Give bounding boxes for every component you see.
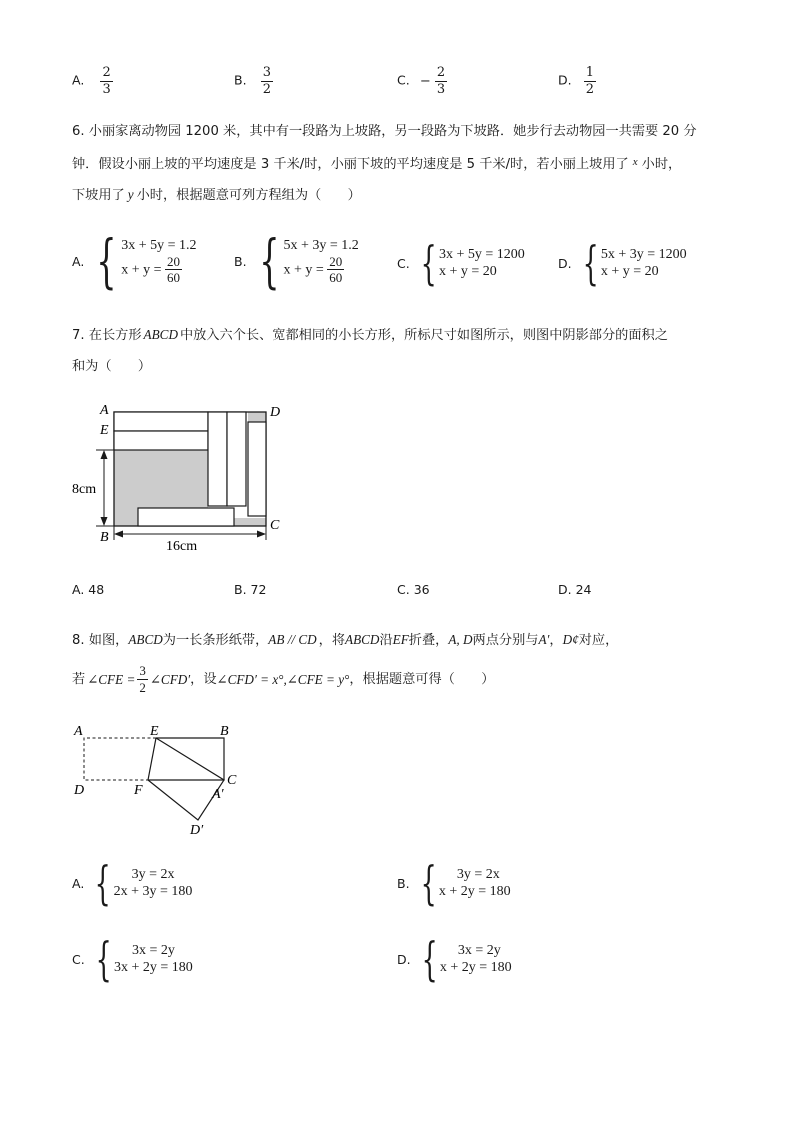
point-label-c: C: [270, 518, 280, 533]
point-label-d-prime: D′: [190, 823, 204, 838]
small-rectangle: [227, 412, 246, 506]
brace: {: [258, 227, 280, 295]
folded-flap: [148, 738, 224, 820]
q7-figure: [66, 398, 298, 558]
width-label: 16cm: [166, 539, 198, 554]
q6-option-d: D. { 5x + 3y = 1200 x + y = 20: [558, 236, 687, 290]
brace: {: [582, 236, 599, 290]
q6-option-c: C. { 3x + 5y = 1200 x + y = 20: [397, 236, 525, 290]
point-label-a: A: [74, 724, 83, 739]
q6-line-3: 下坡用了 y 小时，根据题意可列方程组为（ ）: [72, 187, 361, 203]
shaded-region: [114, 506, 138, 526]
point-label-e: E: [150, 724, 159, 739]
height-label: 8cm: [72, 482, 97, 497]
brace: {: [420, 236, 437, 290]
point-label-d: D: [270, 405, 281, 420]
q5-option-d: D. $\frac{1}{2}$: [558, 65, 595, 97]
q8-line-1: 8. 如图，ABCD为一长条形纸带，AB // CD ，将ABCD沿EF折叠，A, D两点分别与A′，D¢对应，: [72, 632, 619, 648]
brace: {: [95, 932, 112, 986]
q6-line-2: 钟．假设小丽上坡的平均速度是 3 千米/时，小丽下坡的平均速度是 5 千米/时，若小丽上坡用了 $^x$ 小时，: [72, 156, 682, 172]
small-rectangle: [208, 412, 227, 506]
dashed-fold-outline: [84, 738, 156, 780]
fraction: $\frac{1}{2}$: [585, 65, 595, 97]
q7-option-c: C. 36: [397, 582, 430, 597]
q6-option-b: B. { 5x + 3y = 1.2 x + y = $\frac{20}{60}$: [234, 227, 359, 295]
fraction: $\frac{3}{2}$: [262, 65, 271, 97]
q7-line-2: 和为（ ）: [72, 359, 152, 374]
q5-option-a: A. $\frac{2}{3}$: [72, 65, 111, 97]
arrow-up-icon: [101, 450, 108, 459]
brace: {: [421, 932, 438, 986]
small-rectangle: [138, 508, 234, 526]
q8-option-b: B. { 3y = 2x x + 2y = 180: [397, 856, 511, 910]
arrow-down-icon: [101, 517, 108, 526]
q8-option-c: C. { 3x = 2y 3x + 2y = 180: [72, 932, 193, 986]
fraction: $\frac{20}{60}$: [329, 253, 343, 286]
q8-option-a: A. { 3y = 2x 2x + 3y = 180: [72, 856, 193, 910]
point-label-f: F: [134, 783, 143, 798]
fold-line-ef: [148, 738, 156, 780]
point-label-d: D: [74, 783, 85, 798]
q6-option-a: A. { 3x + 5y = 1.2 x + y = $\frac{20}{60}$: [72, 227, 197, 295]
arrow-right-icon: [257, 531, 266, 538]
q6-line-1: 6. 小丽家离动物园 1200 米，其中有一段路为上坡路，另一段路为下坡路．她步行去动物园一共需要 20 分: [72, 124, 697, 139]
q7-option-d: D. 24: [558, 582, 592, 597]
fraction: $\frac{2}{3}$: [102, 65, 111, 97]
q8-figure: [66, 716, 256, 840]
small-rectangle: [248, 422, 266, 516]
q7-option-b: B. 72: [234, 582, 267, 597]
small-rectangle: [114, 412, 208, 431]
point-label-c: C: [227, 773, 237, 788]
fraction: $\frac{20}{60}$: [167, 253, 181, 286]
arrow-left-icon: [114, 531, 123, 538]
fraction: $\frac{2}{3}$: [436, 65, 446, 97]
brace: {: [96, 227, 117, 295]
point-label-a-prime: A′: [212, 787, 224, 802]
point-label-b: B: [100, 530, 109, 545]
brace: {: [94, 856, 112, 910]
point-label-e: E: [100, 423, 109, 438]
shaded-region: [234, 518, 266, 526]
point-label-b: B: [220, 724, 229, 739]
small-rectangle: [114, 431, 208, 450]
shaded-region: [248, 412, 266, 422]
point-label-a: A: [100, 403, 109, 418]
q5-option-c: C. − $\frac{2}{3}$: [397, 65, 446, 97]
q7-option-a: A. 48: [72, 582, 105, 597]
strip-outline: [148, 738, 224, 780]
q7-line-1: 7. 在长方形 ABCD 中放入六个长、宽都相同的小长方形，所标尺寸如图所示，则图中阴影部分的面积之: [72, 327, 668, 343]
q5-option-b: B. $\frac{3}{2}$: [234, 65, 271, 97]
brace: {: [420, 856, 437, 910]
q8-line-2: 若 ∠CFE = $\frac{3}{2}$ ∠CFD′ ，设 ∠CFD′ = x°,∠CFE = y° ，根据题意可得（ ）: [72, 663, 495, 695]
q8-option-d: D. { 3x = 2y x + 2y = 180: [397, 932, 512, 986]
fraction: $\frac{3}{2}$: [139, 663, 146, 695]
